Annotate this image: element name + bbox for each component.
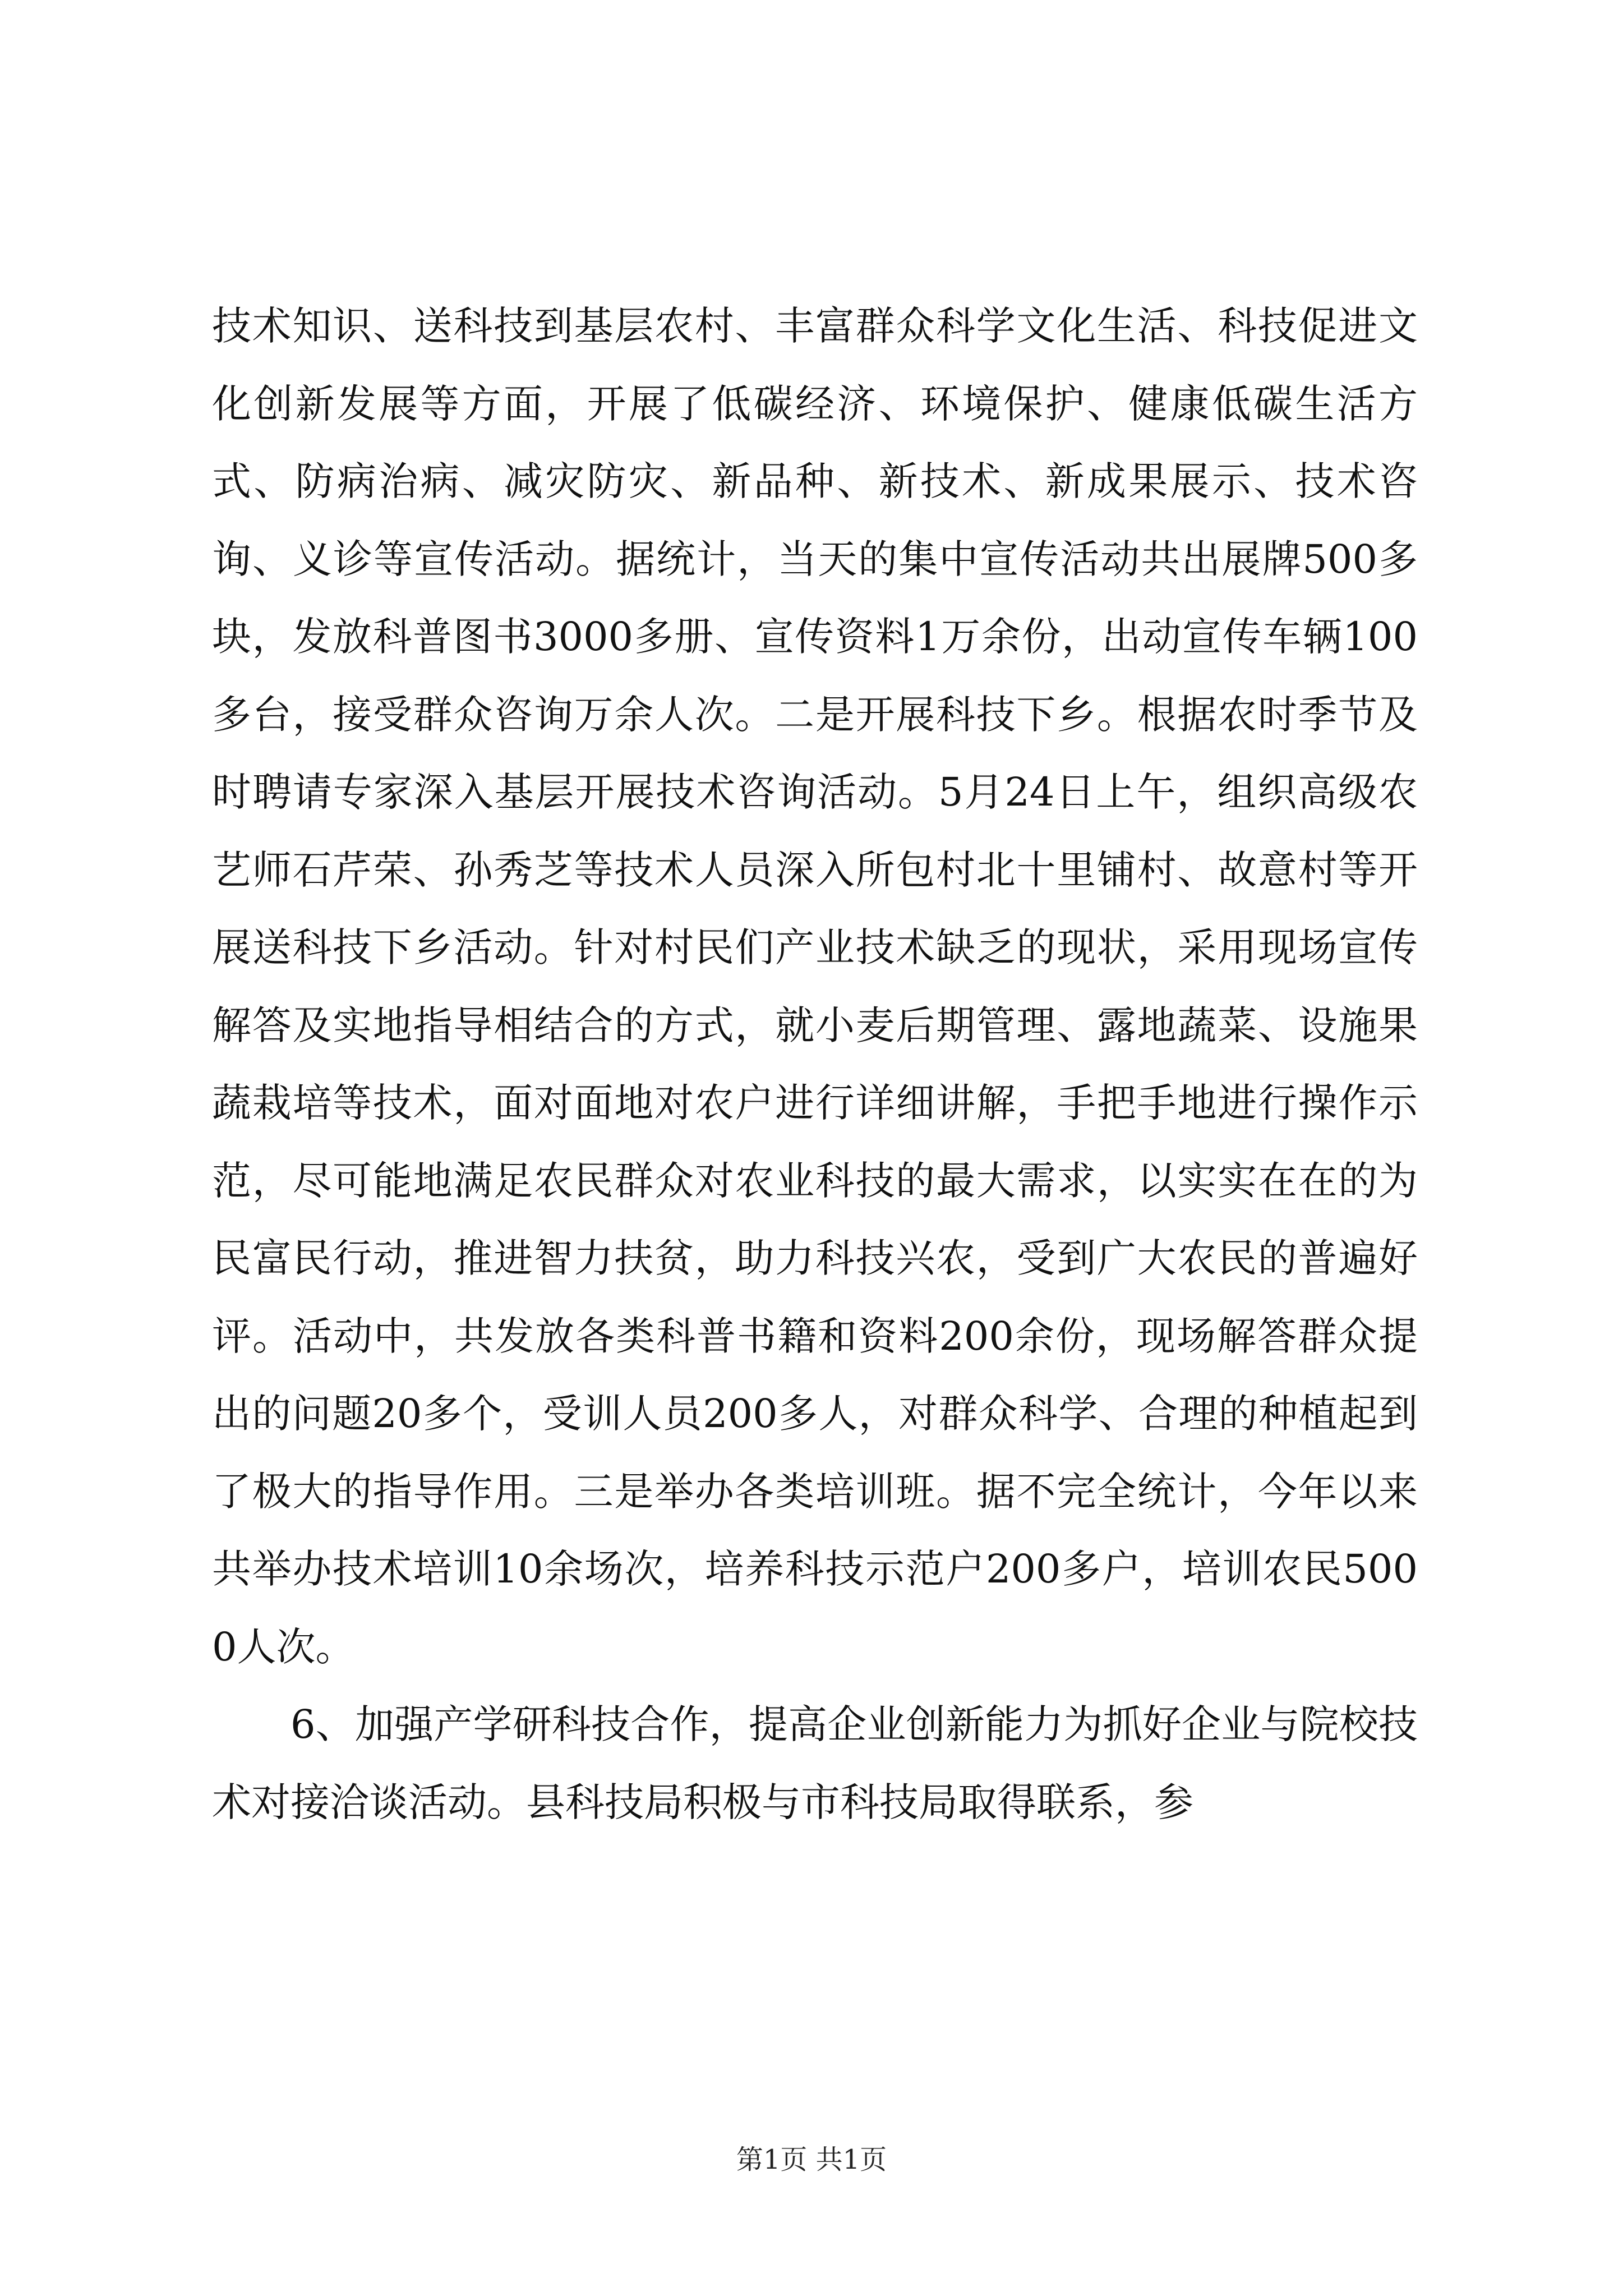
document-body [212,287,1418,1841]
paragraph-section-6: 6、加强产学研科技合作，提高企业创新能力为抓好企业与院校技术对接洽谈活动。县科技局积极与市科技局取得联系，参 [212,1701,1418,1825]
page-footer: 第1页 共1页 [736,2144,887,2175]
paragraph-continued: 技术知识、送科技到基层农村、丰富群众科学文化生活、科技促进文化创新发展等方面，开展了低碳经济、环境保护、健康低碳生活方式、防病治病、减灾防灾、新品种、新技术、新成果展示、技术咨询、义诊等宣传活动。据统计，当天的集中宣传活动共出展牌500多块，发放科普图书3000多册、宣传资料1万余份，出动宣传车辆100多台，接受群众咨询万余人次。二是开展科技下乡。根据农时季节及时聘请专家深入基层开展技术咨询活动。5月24日上午，组织高级农艺师石芹荣、孙秀芝等技术人员深入所包村北十里铺村、故意村等开展送科技下乡活动。针对村民们产业技术缺乏的现状，采用现场宣传解答及实地指导相结合的方式，就小麦后期管理、露地蔬菜、设施果蔬栽培等技术，面对面地对农户进行详细讲解，手把手地进行操作示范，尽可能地满足农民群众对农业科技的最大需求，以实实在在的为民富民行动，推进智力扶贫，助力科技兴农，受到广大农民的普遍好评。活动中，共发放各类科普书籍和资料200余份，现场解答群众提出的问题20多个，受训人员200多人，对群众科学、合理的种植起到了极大的指导作用。三是举办各类培训班。据不完全统计，今年以来共举办技术培训10余场次，培养科技示范户200多户，培训农民5000人次。 [212,303,1418,1670]
